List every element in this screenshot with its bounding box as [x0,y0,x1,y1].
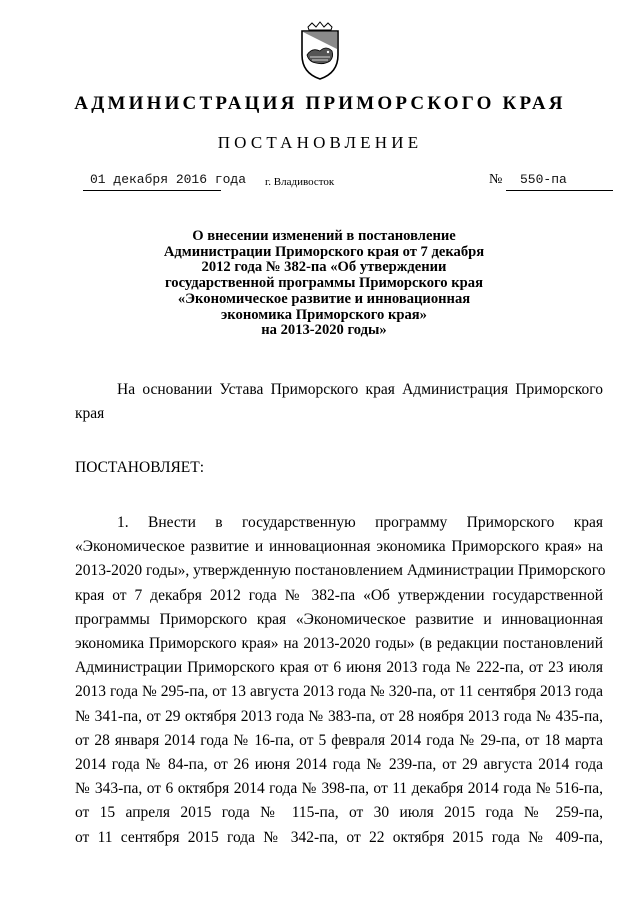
item-1-paragraph [75,511,606,850]
paragraph-line: На основании Устава Приморского края Администрация Приморского [117,381,603,398]
paragraph-line: программы Приморского края «Экономическое развитие и инновационная [75,610,603,628]
document-city: г. Владивосток [265,176,335,188]
coat-of-arms-icon [294,21,346,81]
paragraph-line: от 11 сентября 2015 года № 342-па, от 22 октября 2015 года № 409-па, [75,828,603,846]
document-type: ПОСТАНОВЛЕНИЕ [217,133,423,152]
number-sign: № [489,172,503,187]
paragraph-line: № 343-па, от 6 октября 2014 года № 398-па, от 11 декабря 2014 года № 516-па, [75,780,603,798]
paragraph-line: от 15 апреля 2015 года № 115-па, от 30 июля 2015 года № 259-па, [75,804,603,822]
paragraph-line: края от 7 декабря 2012 года № 382-па «Об утверждении государственной [75,586,603,604]
paragraph-line: 1. Внести в государственную программу Приморского края [117,514,603,531]
paragraph-line: «Экономическое развитие и инновационная экономика Приморского края» на [75,538,603,556]
resolves-heading: ПОСТАНОВЛЯЕТ: [75,459,205,476]
paragraph-line: экономика Приморского края» на 2013-2020 годы» (в редакции постановлений [75,635,603,653]
document-title [100,229,548,339]
title-line: О внесении изменений в постановление [192,228,456,244]
paragraph-line: края [75,405,105,423]
paragraph-line: от 28 января 2014 года № 16-па, от 5 февраля 2014 года № 29-па, от 18 марта [75,731,603,749]
organization-name: АДМИНИСТРАЦИЯ ПРИМОРСКОГО КРАЯ [74,93,566,114]
title-line: государственной программы Приморского края [165,275,483,292]
paragraph-line: 2013-2020 годы», утвержденную постановлением Администрации Приморского [75,562,606,580]
paragraph-line: № 341-па, от 29 октября 2013 года № 383-па, от 28 ноября 2013 года № 435-па, [75,707,603,725]
paragraph-line: Администрации Приморского края от 6 июня 2013 года № 222-па, от 23 июля [75,659,603,677]
paragraph-line: 2013 года № 295-па, от 13 августа 2013 года № 320-па, от 11 сентября 2013 года [75,683,603,701]
number-underline [506,190,613,191]
title-line: 2012 года № 382-па «Об утверждении [201,259,447,276]
title-line: экономика Приморского края» [221,306,427,323]
title-line: Администрации Приморского края от 7 декабря [163,243,485,260]
title-line: на 2013-2020 годы» [261,322,387,339]
document-number: 550-па [520,172,567,187]
document-date: 01 декабря 2016 года [90,172,247,187]
date-underline [83,190,221,191]
basis-paragraph [75,378,603,426]
paragraph-line: 2014 года № 84-па, от 26 июня 2014 года № 239-па, от 29 августа 2014 года [75,756,603,774]
title-line: «Экономическое развитие и инновационная [177,290,471,307]
